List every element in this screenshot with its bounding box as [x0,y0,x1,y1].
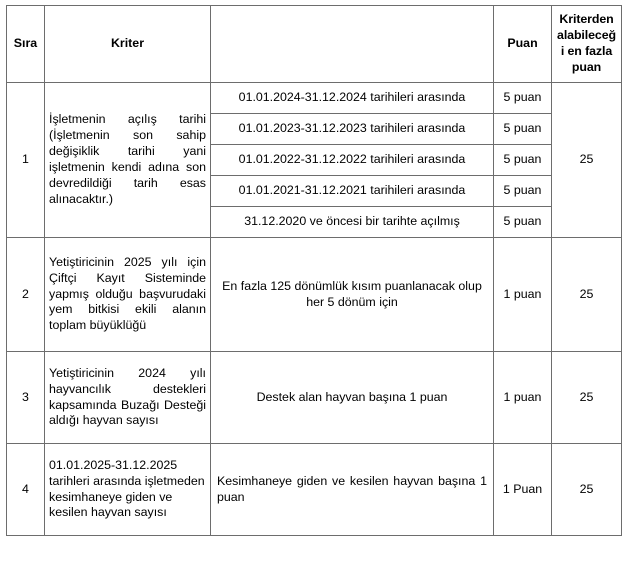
cell-sira: 2 [7,238,45,352]
cell-kriter: İşletmenin açılış tarihi (İşletmenin son sahip değişiklik tarihi yani işletmenin kendi adına son devredildiği tarih esas alınacaktır.) [45,83,211,238]
cell-aciklama: En fazla 125 dönümlük kısım puanlanacak olup her 5 dönüm için [211,238,494,352]
cell-kriter: Yetiştiricinin 2025 yılı için Çiftçi Kayıt Sisteminde yapmış olduğu başvurudaki yem bitkisi ekili alanın toplam büyüklüğü [45,238,211,352]
column-header-puan: Puan [494,6,552,83]
cell-puan: 5 puan [494,176,552,207]
column-header-sira: Sıra [7,6,45,83]
table-header-row [7,6,622,83]
table-header [7,6,622,83]
cell-aciklama: 01.01.2021-31.12.2021 tarihileri arasında [211,176,494,207]
cell-aciklama: Destek alan hayvan başına 1 puan [211,352,494,444]
cell-max-puan: 25 [552,444,622,536]
cell-aciklama: 31.12.2020 ve öncesi bir tarihte açılmış [211,207,494,238]
cell-kriter: 01.01.2025-31.12.2025 tarihleri arasında işletmeden kesimhaneye giden ve kesilen hayvan sayısı [45,444,211,536]
table-row [7,352,622,444]
table-body [7,83,622,536]
cell-puan: 5 puan [494,83,552,114]
table-row [7,83,622,114]
cell-puan: 1 Puan [494,444,552,536]
cell-puan: 5 puan [494,114,552,145]
cell-sira: 4 [7,444,45,536]
cell-max-puan: 25 [552,238,622,352]
column-header-kriter: Kriter [45,6,211,83]
cell-aciklama: 01.01.2023-31.12.2023 tarihileri arasında [211,114,494,145]
cell-sira: 3 [7,352,45,444]
criteria-scoring-table [6,5,622,536]
cell-kriter: Yetiştiricinin 2024 yılı hayvancılık destekleri kapsamında Buzağı Desteği aldığı hayvan sayısı [45,352,211,444]
cell-puan: 5 puan [494,145,552,176]
cell-sira: 1 [7,83,45,238]
cell-max-puan: 25 [552,352,622,444]
table-row [7,444,622,536]
cell-aciklama: 01.01.2024-31.12.2024 tarihileri arasında [211,83,494,114]
cell-aciklama: 01.01.2022-31.12.2022 tarihileri arasında [211,145,494,176]
column-header-aciklama [211,6,494,83]
cell-max-puan: 25 [552,83,622,238]
table-row [7,238,622,352]
cell-puan: 1 puan [494,238,552,352]
cell-puan: 5 puan [494,207,552,238]
cell-aciklama: Kesimhaneye giden ve kesilen hayvan başına 1 puan [211,444,494,536]
column-header-max-puan: Kriterden alabileceği en fazla puan [552,6,622,83]
cell-puan: 1 puan [494,352,552,444]
